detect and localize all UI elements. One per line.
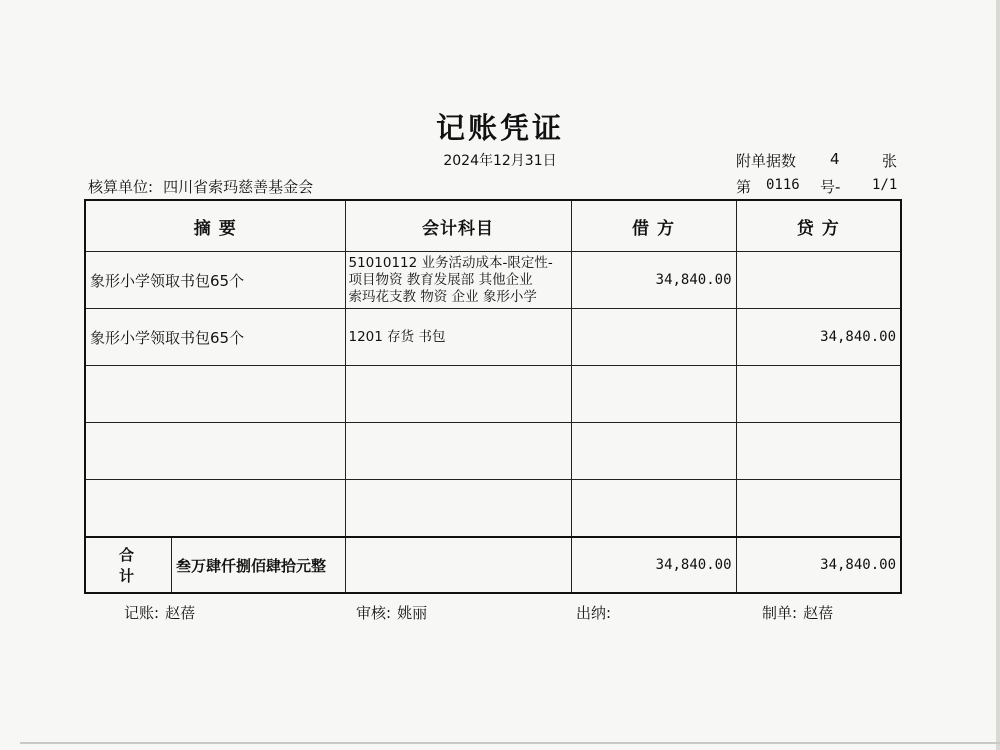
total-label: 合 计	[86, 538, 172, 592]
empty-cell	[85, 423, 345, 480]
account-line: 项目物资 教育发展部 其他企业	[348, 271, 533, 288]
voucher-title: 记账凭证	[435, 111, 564, 145]
attachments-number: 4	[830, 150, 840, 168]
total-debit: 34,840.00	[571, 537, 736, 593]
row-summary: 象形小学领取书包65个	[85, 252, 345, 309]
account-line: 1201 存货 书包	[348, 328, 446, 345]
table-header-row	[85, 200, 901, 252]
row-account	[345, 309, 571, 366]
table-row	[85, 252, 901, 309]
row-summary: 象形小学领取书包65个	[85, 309, 345, 366]
empty-cell	[345, 366, 571, 423]
bookkeeper-name: 赵蓓	[165, 604, 196, 622]
row-credit	[736, 252, 901, 309]
account-line: 索玛花支教 物资 企业 象形小学	[348, 288, 537, 305]
empty-row	[85, 423, 901, 480]
empty-cell	[736, 423, 901, 480]
accounting-unit-label: 核算单位:	[88, 178, 154, 196]
voucher-number	[736, 176, 904, 196]
auditor-name: 姚丽	[397, 604, 428, 622]
header-credit: 贷 方	[736, 200, 901, 252]
empty-cell	[736, 480, 901, 538]
bookkeeper-label: 记账:	[124, 604, 160, 622]
empty-row	[85, 480, 901, 538]
table-row	[85, 309, 901, 366]
total-words-span	[345, 537, 571, 593]
row-debit: 34,840.00	[571, 252, 736, 309]
empty-cell	[571, 480, 736, 538]
auditor-label: 审核:	[356, 604, 392, 622]
empty-cell	[85, 366, 345, 423]
voucher-date: 2024年12月31日	[443, 153, 557, 169]
row-debit	[571, 309, 736, 366]
header-account: 会计科目	[345, 200, 571, 252]
attachments-label: 附单据数	[736, 152, 797, 170]
preparer-sign	[762, 602, 833, 623]
voucher-table	[84, 199, 902, 594]
empty-cell	[736, 366, 901, 423]
bookkeeper-sign	[124, 602, 195, 623]
cashier-label: 出纳:	[576, 604, 612, 622]
account-line: 51010112 业务活动成本-限定性-	[348, 254, 553, 271]
accounting-unit	[88, 176, 313, 197]
row-credit: 34,840.00	[736, 309, 901, 366]
empty-cell	[571, 366, 736, 423]
attachments-unit: 张	[882, 152, 898, 170]
voucher-number-value: 0116	[766, 177, 800, 193]
total-row	[85, 537, 901, 593]
total-amount-words: 叁万肆仟捌佰肆拾元整	[176, 556, 327, 575]
voucher-page-number: 1/1	[872, 177, 898, 193]
empty-row	[85, 366, 901, 423]
header-summary: 摘 要	[85, 200, 345, 252]
empty-cell	[345, 423, 571, 480]
header-debit: 借 方	[571, 200, 736, 252]
voucher-number-prefix: 第	[736, 178, 752, 196]
scan-edge-bottom	[20, 742, 1000, 744]
preparer-label: 制单:	[762, 604, 798, 622]
cashier-sign	[576, 602, 617, 623]
empty-cell	[85, 480, 345, 538]
voucher-number-suffix: 号-	[820, 178, 841, 196]
total-cell	[85, 537, 345, 593]
attachments-count	[736, 150, 904, 170]
empty-cell	[571, 423, 736, 480]
preparer-name: 赵蓓	[803, 604, 834, 622]
empty-cell	[345, 480, 571, 538]
auditor-sign	[356, 602, 427, 623]
accounting-unit-name: 四川省索玛慈善基金会	[163, 178, 314, 196]
row-account	[345, 252, 571, 309]
total-credit: 34,840.00	[736, 537, 901, 593]
